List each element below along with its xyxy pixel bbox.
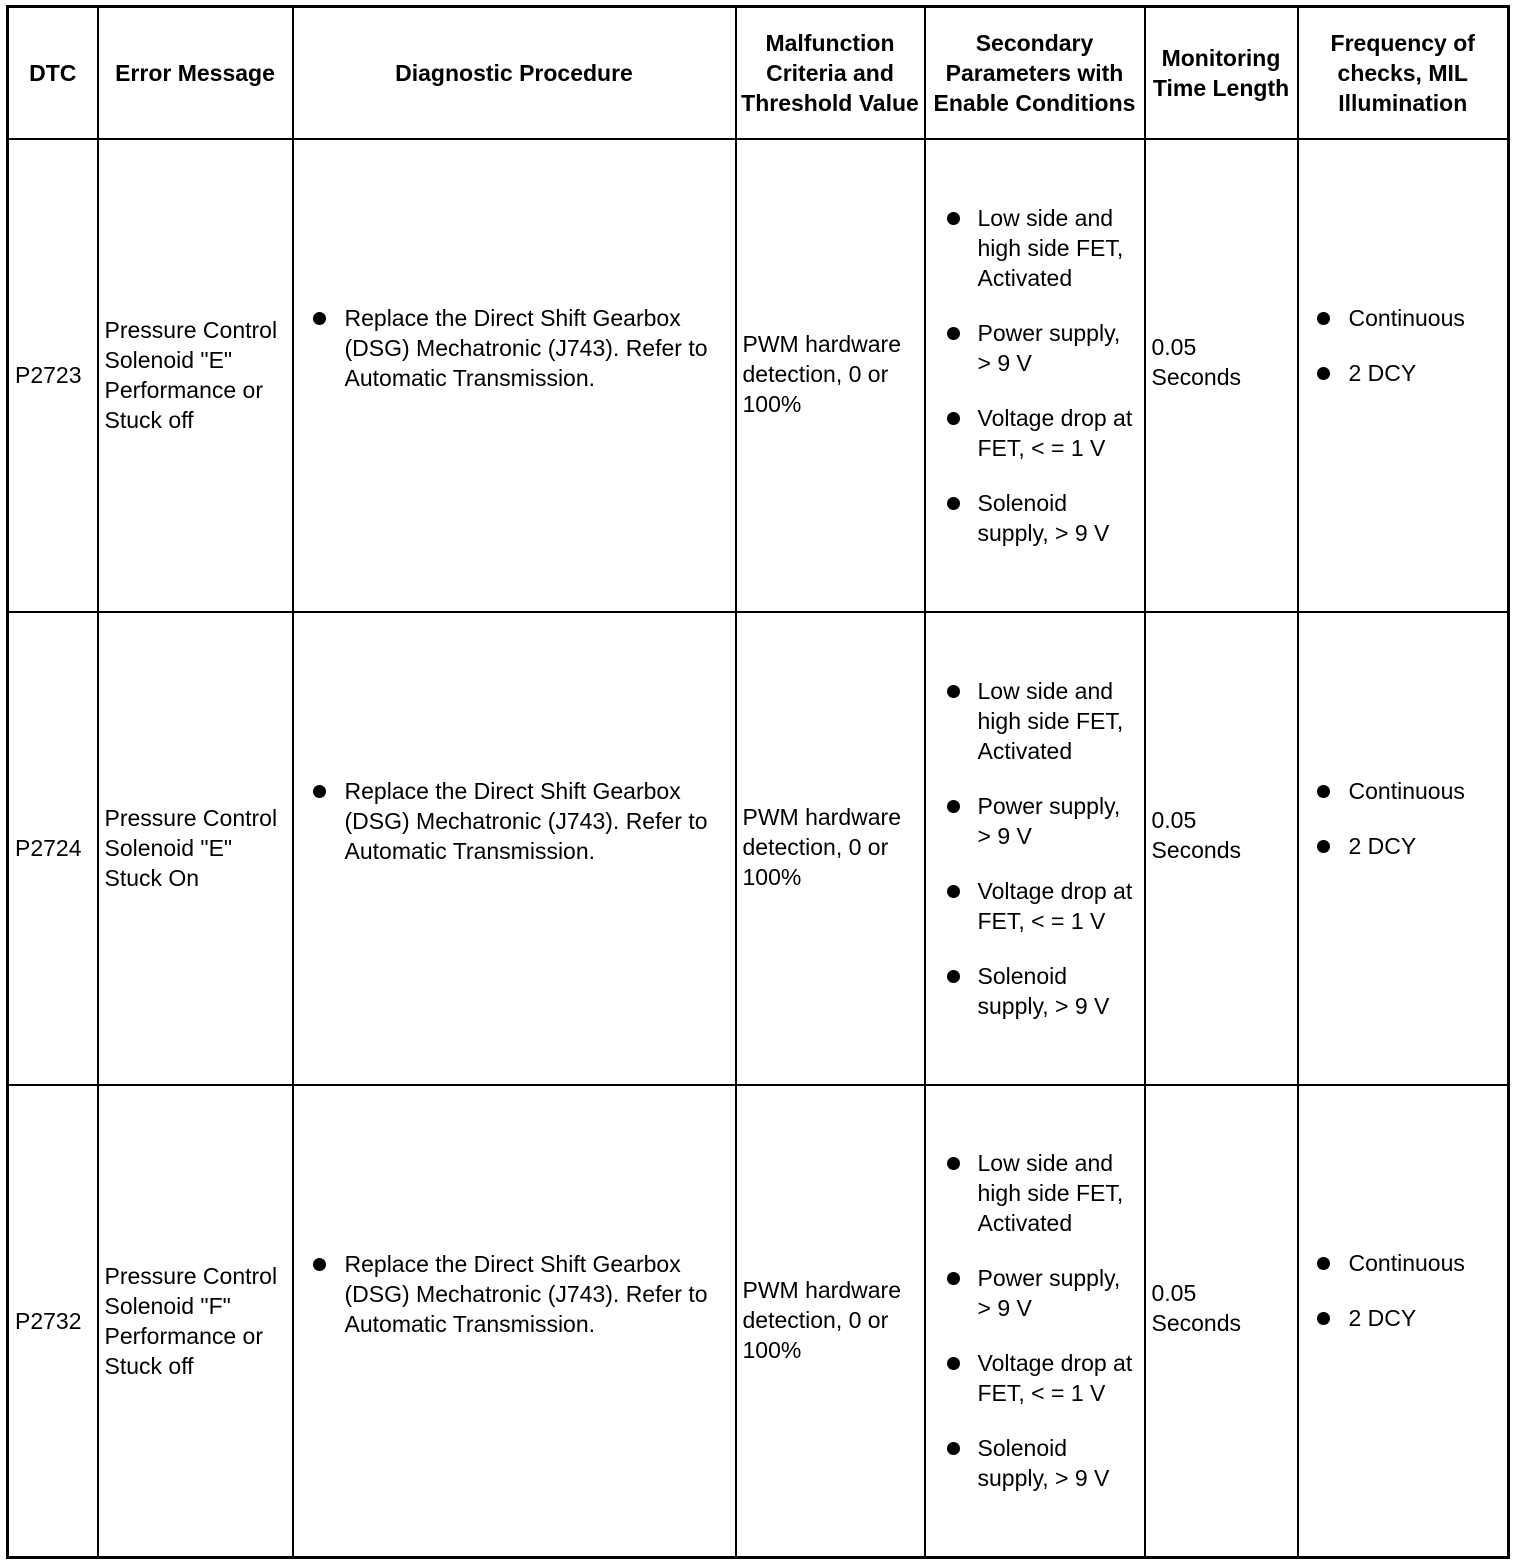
diagnostic-procedure	[293, 139, 736, 612]
header-dtc: DTC	[8, 7, 98, 139]
header-diagnostic-procedure: Diagnostic Procedure	[293, 7, 736, 139]
diagnostic-procedure	[293, 1085, 736, 1558]
dtc-code: P2732	[8, 1085, 98, 1558]
header-row	[8, 7, 1509, 139]
bullet-icon	[1317, 1312, 1330, 1325]
bullet-icon	[313, 1258, 326, 1271]
bullet-icon	[947, 212, 960, 225]
frequency-item: 2 DCY	[1305, 358, 1502, 388]
condition-item: Power supply, > 9 V	[932, 1263, 1138, 1323]
monitoring-time: 0.05 Seconds	[1145, 139, 1298, 612]
condition-item: Solenoid supply, > 9 V	[932, 961, 1138, 1021]
bullet-icon	[313, 312, 326, 325]
procedure-item: Replace the Direct Shift Gearbox (DSG) Mechatronic (J743). Refer to Automatic Transmission.	[300, 1249, 729, 1339]
condition-item: Low side and high side FET, Activated	[932, 676, 1138, 766]
condition-item: Power supply, > 9 V	[932, 318, 1138, 378]
frequency-item: Continuous	[1305, 303, 1502, 333]
bullet-icon	[947, 327, 960, 340]
bullet-icon	[947, 412, 960, 425]
bullet-icon	[1317, 312, 1330, 325]
frequency	[1298, 139, 1509, 612]
secondary-parameters	[925, 139, 1145, 612]
condition-item: Low side and high side FET, Activated	[932, 203, 1138, 293]
secondary-parameters	[925, 1085, 1145, 1558]
monitoring-time: 0.05 Seconds	[1145, 1085, 1298, 1558]
condition-item: Solenoid supply, > 9 V	[932, 1433, 1138, 1493]
bullet-icon	[947, 1157, 960, 1170]
bullet-icon	[947, 1272, 960, 1285]
frequency	[1298, 1085, 1509, 1558]
table-row	[8, 612, 1509, 1085]
condition-item: Low side and high side FET, Activated	[932, 1148, 1138, 1238]
bullet-icon	[1317, 367, 1330, 380]
bullet-icon	[1317, 840, 1330, 853]
header-monitoring-time: Monitoring Time Length	[1145, 7, 1298, 139]
bullet-icon	[947, 1357, 960, 1370]
frequency-item: Continuous	[1305, 776, 1502, 806]
procedure-item: Replace the Direct Shift Gearbox (DSG) Mechatronic (J743). Refer to Automatic Transmission.	[300, 776, 729, 866]
error-message: Pressure Control Solenoid "E" Stuck On	[98, 612, 293, 1085]
malfunction-criteria: PWM hardware detection, 0 or 100%	[736, 612, 925, 1085]
malfunction-criteria: PWM hardware detection, 0 or 100%	[736, 139, 925, 612]
error-message: Pressure Control Solenoid "E" Performance or Stuck off	[98, 139, 293, 612]
header-error-message: Error Message	[98, 7, 293, 139]
table-row	[8, 1085, 1509, 1558]
condition-item: Power supply, > 9 V	[932, 791, 1138, 851]
header-secondary-parameters: Secondary Parameters with Enable Conditions	[925, 7, 1145, 139]
bullet-icon	[947, 685, 960, 698]
bullet-icon	[947, 1442, 960, 1455]
bullet-icon	[947, 497, 960, 510]
condition-item: Voltage drop at FET, < = 1 V	[932, 1348, 1138, 1408]
table-row	[8, 139, 1509, 612]
bullet-icon	[313, 785, 326, 798]
dtc-code: P2724	[8, 612, 98, 1085]
malfunction-criteria: PWM hardware detection, 0 or 100%	[736, 1085, 925, 1558]
frequency-item: 2 DCY	[1305, 831, 1502, 861]
condition-item: Voltage drop at FET, < = 1 V	[932, 403, 1138, 463]
error-message: Pressure Control Solenoid "F" Performance or Stuck off	[98, 1085, 293, 1558]
bullet-icon	[947, 800, 960, 813]
frequency-item: 2 DCY	[1305, 1303, 1502, 1333]
header-malfunction-criteria: Malfunction Criteria and Threshold Value	[736, 7, 925, 139]
dtc-table	[6, 5, 1510, 1559]
frequency	[1298, 612, 1509, 1085]
bullet-icon	[947, 970, 960, 983]
monitoring-time: 0.05 Seconds	[1145, 612, 1298, 1085]
condition-item: Voltage drop at FET, < = 1 V	[932, 876, 1138, 936]
diagnostic-procedure	[293, 612, 736, 1085]
bullet-icon	[1317, 785, 1330, 798]
bullet-icon	[947, 885, 960, 898]
condition-item: Solenoid supply, > 9 V	[932, 488, 1138, 548]
header-frequency: Frequency of checks, MIL Illumination	[1298, 7, 1509, 139]
dtc-code: P2723	[8, 139, 98, 612]
frequency-item: Continuous	[1305, 1248, 1502, 1278]
procedure-item: Replace the Direct Shift Gearbox (DSG) Mechatronic (J743). Refer to Automatic Transmission.	[300, 303, 729, 393]
bullet-icon	[1317, 1257, 1330, 1270]
secondary-parameters	[925, 612, 1145, 1085]
